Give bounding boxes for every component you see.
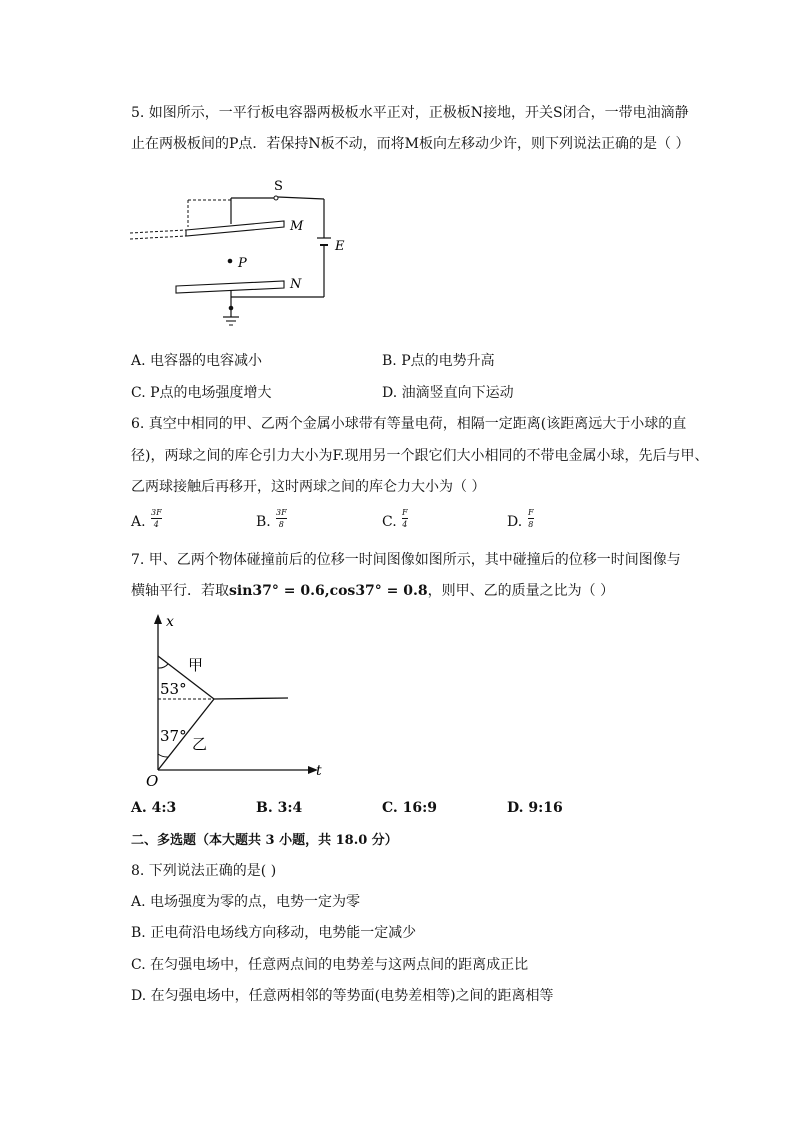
plate-m-label: M [290,219,304,234]
point-p-label: P [238,256,247,271]
q6-option-a-numerator: 3F [151,508,162,517]
q6-option-b-numerator: 3F [276,508,287,517]
q7-xt-graph-figure [140,610,340,795]
q5-option-b[interactable]: B. P点的电势升高 [382,353,495,369]
q8-option-c[interactable]: C. 在匀强电场中，任意两点间的电势差与这两点间的距离成正比 [131,957,529,973]
q5-stem-line1: 5. 如图所示，一平行板电容器两极板水平正对，正极板N接地，开关S闭合，一带电油滴静 [131,105,689,121]
q7-option-c[interactable]: C. 16:9 [382,800,438,816]
q8-option-b[interactable]: B. 正电荷沿电场线方向移动，电势能一定减少 [131,925,417,941]
q7-stem-line1: 7. 甲、乙两个物体碰撞前后的位移一时间图像如图所示，其中碰撞后的位移一时间图像与 [131,552,681,568]
q8-stem: 8. 下列说法正确的是( ) [131,863,277,879]
t-axis-label: t [316,763,322,779]
q7-trig-values: sin37° = 0.6,cos37° = 0.8 [229,583,428,599]
q6-option-a-denominator: 4 [153,520,159,529]
q6-option-c-numerator: F [402,508,408,517]
battery-label: E [335,239,345,254]
q6-option-c-label: C. [382,514,397,530]
yi-label: 乙 [192,735,208,753]
q5-stem-line2: 止在两极板间的P点．若保持N板不动，而将M板向左移动少许，则下列说法正确的是（ ） [131,136,690,152]
origin-label: O [146,772,159,790]
q8-option-d[interactable]: D. 在匀强电场中，任意两相邻的等势面(电势差相等)之间的距离相等 [131,988,554,1004]
q6-stem-line2: 径)，两球之间的库仑引力大小为F.现用另一个跟它们大小相同的不带电金属小球，先后与甲、 [131,448,709,464]
q7-option-d[interactable]: D. 9:16 [507,800,563,816]
jia-label: 甲 [188,656,204,674]
q5-circuit-figure [128,172,358,337]
angle-53-label: 53° [160,680,187,698]
q6-option-c-fraction [402,508,408,529]
q6-option-b-denominator: 8 [278,520,284,529]
q6-option-d-numerator: F [528,508,534,517]
q6-option-a-fraction [151,508,162,529]
plate-n-label: N [290,277,302,292]
x-axis-label: x [166,614,174,630]
q7-option-a[interactable]: A. 4:3 [131,800,177,816]
q7-option-b[interactable]: B. 3:4 [256,800,303,816]
q7-stem-line2-post: ，则甲、乙的质量之比为（ ） [427,583,615,599]
q6-option-c-denominator: 4 [402,520,408,529]
section-title: 二、多选题（本大题共 3 小题，共 18.0 分） [131,833,398,848]
q7-stem-line2 [131,581,614,601]
angle-37-label: 37° [160,727,187,745]
q6-option-d-fraction [528,508,534,529]
q6-stem-line1: 6. 真空中相同的甲、乙两个金属小球带有等量电荷，相隔一定距离(该距离远大于小球的直 [131,416,687,432]
switch-label: S [274,179,283,194]
q5-option-c[interactable]: C. P点的电场强度增大 [131,385,272,401]
q6-stem-line3: 乙两球接触后再移开，这时两球之间的库仑力大小为（ ） [131,479,486,495]
q6-option-b-fraction [276,508,287,529]
q6-option-d-label: D. [507,514,523,530]
q5-option-d[interactable]: D. 油滴竖直向下运动 [382,385,514,401]
q5-option-a[interactable]: A. 电容器的电容减小 [131,353,263,369]
q6-option-b-label: B. [256,514,271,530]
q7-stem-line2-pre: 横轴平行．若取 [131,583,229,599]
q8-option-a[interactable]: A. 电场强度为零的点，电势一定为零 [131,894,361,910]
q6-option-d-denominator: 8 [528,520,534,529]
q6-option-a-label: A. [131,514,146,530]
